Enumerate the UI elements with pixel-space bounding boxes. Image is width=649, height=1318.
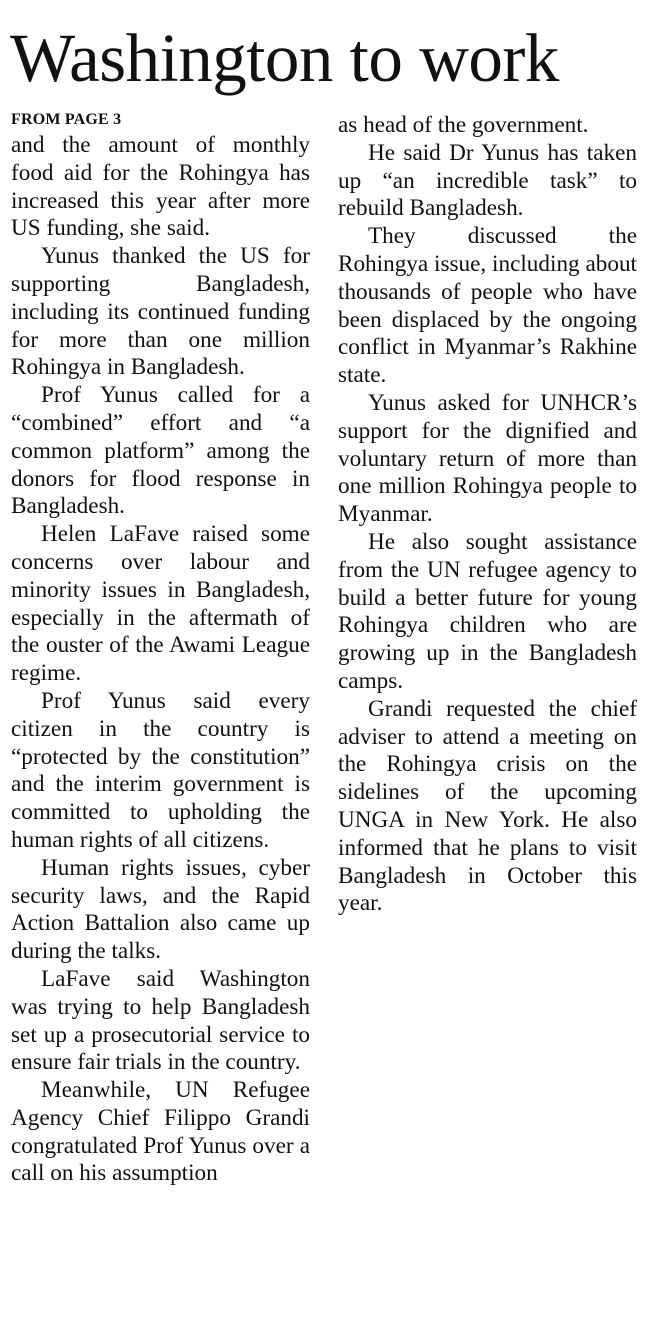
- paragraph: Meanwhile, UN Refugee Agency Chief Filippo Grandi congratulated Prof Yunus over a call on his assumption: [11, 1077, 310, 1187]
- paragraph: They discussed the Rohingya issue, including about thousands of people who have been displaced by the ongoing conflict in Myanmar’s Rakhine state.: [338, 223, 637, 389]
- paragraph: Yunus asked for UNHCR’s support for the dignified and voluntary return of more than one million Rohingya people to Myanmar.: [338, 389, 637, 528]
- paragraph: and the amount of monthly food aid for the Rohingya has increased this year after more US funding, she said.: [11, 132, 310, 242]
- paragraph: He said Dr Yunus has taken up “an incredible task” to rebuild Bangladesh.: [338, 139, 637, 222]
- paragraph: Prof Yunus said every citizen in the country is “protected by the constitution” and the interim government is committed to upholding the human rights of all citizens.: [11, 687, 310, 853]
- right-column: [338, 112, 637, 918]
- paragraph: Helen LaFave raised some concerns over labour and minority issues in Bangladesh, especially in the aftermath of the ouster of the Awami League regime.: [11, 521, 310, 687]
- paragraph: Human rights issues, cyber security laws, and the Rapid Action Battalion also came up during the talks.: [11, 854, 310, 965]
- paragraph: He also sought assistance from the UN refugee agency to build a better future for young Rohingya children who are growing up in the Bangladesh camps.: [338, 528, 637, 694]
- paragraph: Grandi requested the chief adviser to attend a meeting on the Rohingya crisis on the sidelines of the upcoming UNGA in New York. He also informed that he plans to visit Bangladesh in October this year.: [338, 695, 637, 917]
- paragraph: as head of the government.: [338, 112, 589, 138]
- continuation-kicker: FROM PAGE 3: [11, 111, 122, 128]
- paragraph: Prof Yunus called for a “combined” effort and “a common platform” among the donors for flood response in Bangladesh.: [11, 382, 310, 520]
- paragraph: LaFave said Washington was trying to help Bangladesh set up a prosecutorial service to ensure fair trials in the country.: [11, 965, 310, 1076]
- headline: Washington to work: [10, 20, 559, 96]
- left-column: [11, 110, 310, 1188]
- paragraph: Yunus thanked the US for supporting Bangladesh, including its continued funding for more than one million Rohingya in Bangladesh.: [11, 243, 310, 381]
